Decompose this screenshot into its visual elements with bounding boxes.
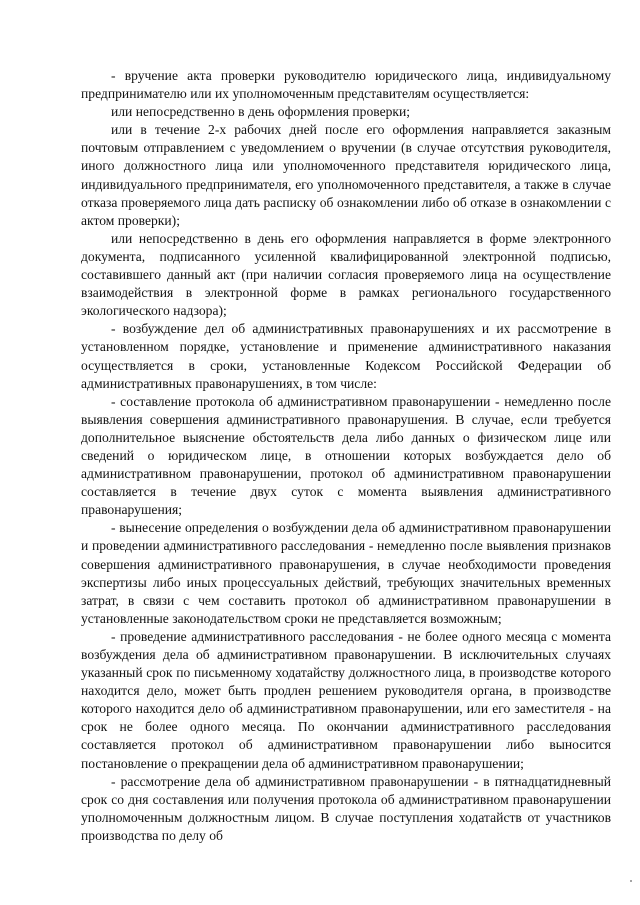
paragraph-same-day: или непосредственно в день оформления проверки;	[111, 104, 411, 120]
paragraph-administrative-cases: - возбуждение дел об административных правонарушениях и их рассмотрение в установленном порядке, установление и применение административного наказания осуществляется в сроки, установленные Кодексом Российской Федерации об административных правонарушениях, в том числе:	[81, 321, 611, 391]
paragraph-case-consideration: - рассмотрение дела об административном правонарушении - в пятнадцатидневный срок со дня составления или получения протокола об административном правонарушении уполномоченным должностным лицом. В случае поступления ходатайств от участников производства по делу об	[81, 773, 611, 843]
paragraph-ruling-issuance: - вынесение определения о возбуждении дела об административном правонарушении и проведении административного расследования - немедленно после выявления признаков совершения административного правонарушения, в случае необходимости проведения экспертизы либо иных процессуальных действий, требующих значительных временных затрат, в связи с чем составить протокол об административном правонарушении в установленные законодательством сроки не представляется возможным;	[81, 520, 611, 626]
paragraph-electronic-document: или непосредственно в день его оформления направляется в форме электронного документа, подписанного усиленной квалифицированной электронной подписью, составившего данный акт (при наличии согласия проверяемого лица на осуществление взаимодействия в электронной форме в рамках регионального государственного экологического надзора);	[81, 230, 611, 319]
document-body	[81, 67, 611, 845]
paragraph-protocol-drafting: - составление протокола об административном правонарушении - немедленно после выявления совершения административного правонарушения. В случае, если требуется дополнительное выяснение обстоятельств дела либо данных о физическом лице или сведений о юридическом лице, в отношении которых возбуждается дело об административном правонарушении, протокол об административном правонарушении составляется в течение двух суток с момента выявления административного правонарушения;	[81, 393, 611, 518]
scan-speck	[630, 880, 632, 882]
paragraph-registered-mail: или в течение 2-х рабочих дней после его оформления направляется заказным почтовым отправлением с уведомлением о вручении (в случае отсутствия руководителя, иного должностного лица или уполномоченного представителя юридического лица, индивидуального предпринимателя, его уполномоченного представителя, а также в случае отказа проверяемого лица дать расписку об ознакомлении либо об отказе в ознакомлении с актом проверки);	[81, 122, 611, 228]
paragraph-act-delivery: - вручение акта проверки руководителю юридического лица, индивидуальному предпринимателю или их уполномоченным представителям осуществляется:	[81, 68, 611, 102]
paragraph-investigation: - проведение административного расследования - не более одного месяца с момента возбуждения дела об административном правонарушении. В исключительных случаях указанный срок по письменному ходатайству должностного лица, в производстве которого находится дело, может быть продлен решением руководителя органа, в производстве которого находится дело об административном правонарушении, или его заместителя - на срок не более одного месяца. По окончании административного расследования составляется протокол об административном правонарушении либо выносится постановление о прекращении дела об административном правонарушении;	[81, 628, 611, 771]
